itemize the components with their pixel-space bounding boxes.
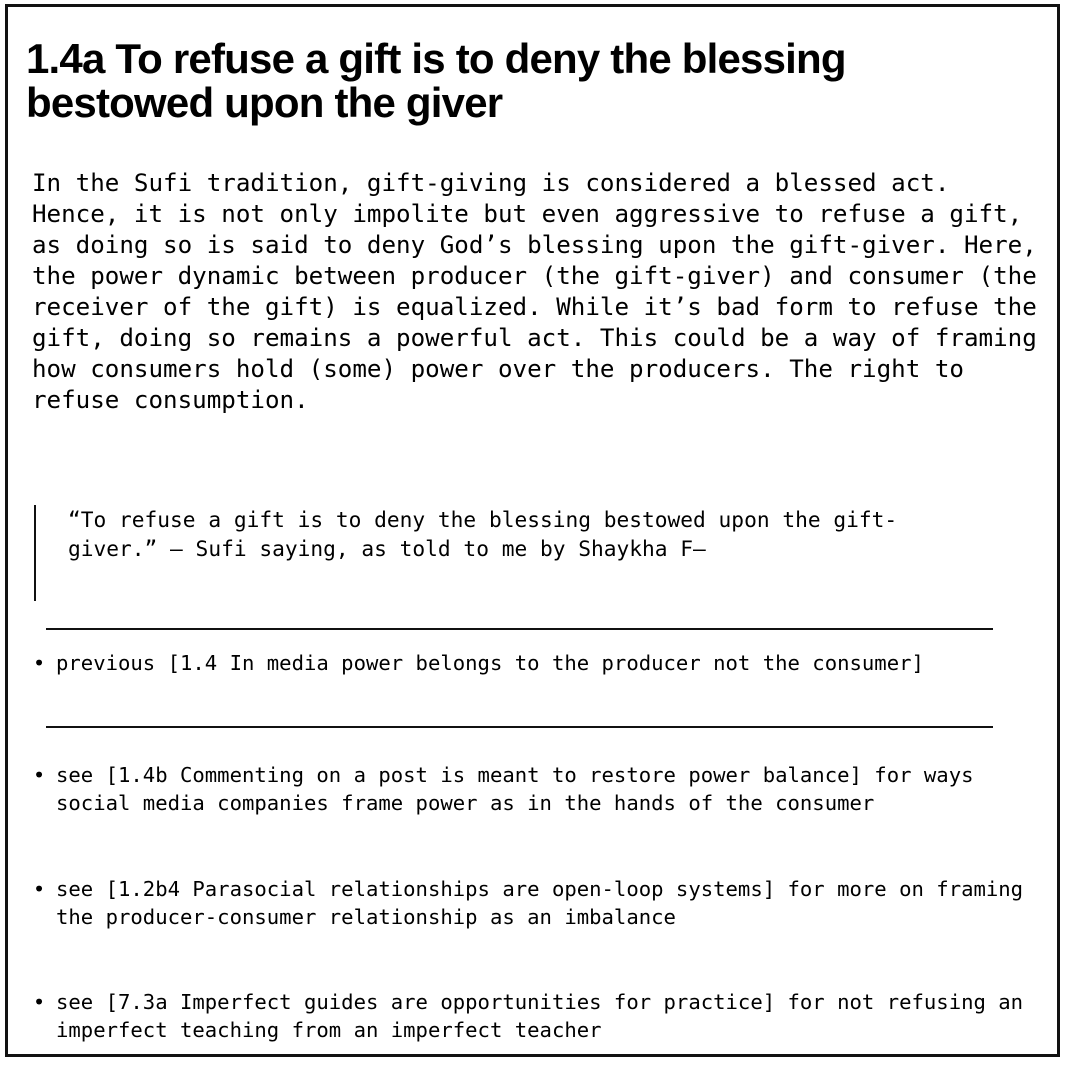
note-card	[5, 4, 1060, 1057]
see-also-link-text[interactable]: see [1.2b4 Parasocial relationships are open-loop systems] for more on framing the producer-consumer relationship as an imbalance	[56, 877, 1024, 929]
see-also-item[interactable]	[33, 988, 1043, 1044]
previous-link-text[interactable]: previous [1.4 In media power belongs to the producer not the consumer]	[56, 651, 924, 675]
quote-text: “To refuse a gift is to deny the blessing bestowed upon the gift-giver.” — Sufi saying, as told to me by Shaykha F—	[68, 507, 898, 561]
see-also-item[interactable]	[33, 761, 1043, 817]
previous-link-item[interactable]	[33, 649, 1043, 677]
page-title: 1.4a To refuse a gift is to deny the blessing bestowed upon the giver	[26, 35, 846, 126]
see-also-link-text[interactable]: see [1.4b Commenting on a post is meant to restore power balance] for ways social media companies frame power as in the hands of the consumer	[56, 763, 974, 815]
bullet-icon: •	[33, 651, 46, 675]
bullet-icon: •	[33, 990, 46, 1014]
body-paragraph: In the Sufi tradition, gift-giving is considered a blessed act. Hence, it is not only impolite but even aggressive to refuse a gift, as doing so is said to deny God’s blessing upon the gift-giver. Here, the power dynamic between producer (the gift-giver) and consumer (the receiver of the gift) is equalized. While it’s bad form to refuse the gift, doing so remains a powerful act. This could be a way of framing how consumers hold (some) power over the producers. The right to refuse consumption.	[32, 169, 1037, 414]
divider-top	[46, 628, 993, 630]
bullet-icon: •	[33, 877, 46, 901]
bullet-icon: •	[33, 763, 46, 787]
see-also-link-text[interactable]: see [7.3a Imperfect guides are opportunities for practice] for not refusing an imperfect teaching from an imperfect teacher	[56, 990, 1024, 1042]
blockquote	[34, 505, 976, 601]
see-also-item[interactable]	[33, 875, 1043, 931]
divider-bottom	[46, 726, 993, 728]
